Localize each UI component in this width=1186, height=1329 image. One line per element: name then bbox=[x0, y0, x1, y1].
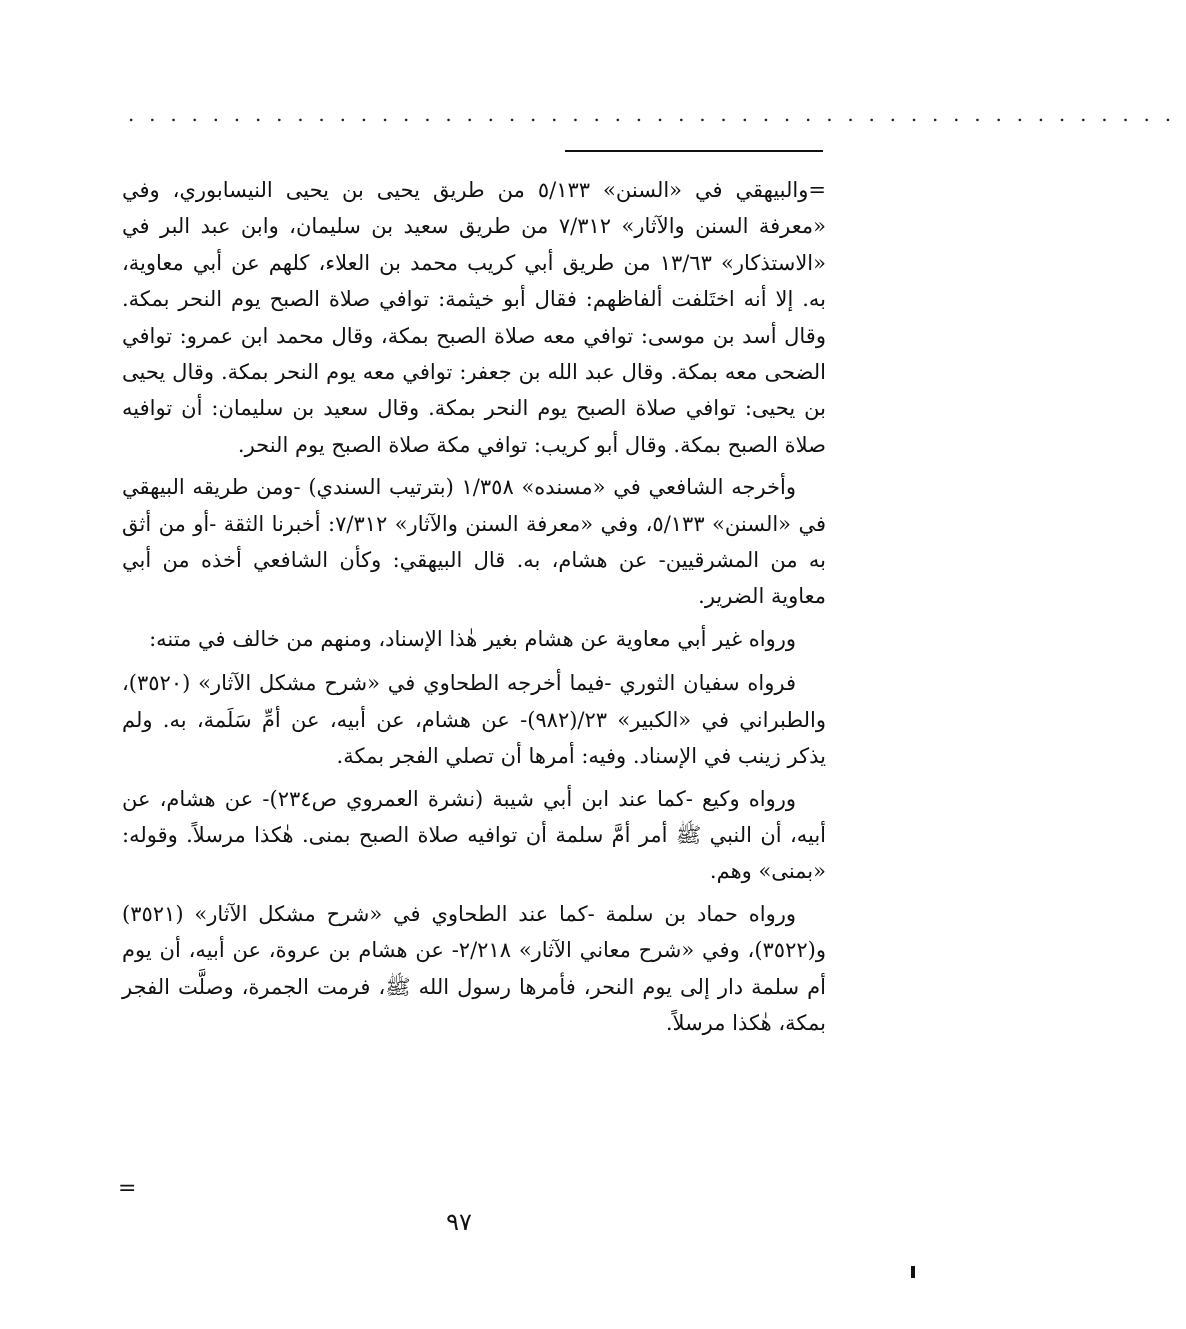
footnote-paragraph: =والبيهقي في «السنن» ٥/١٣٣ من طريق يحيى بن يحيى النيسابوري، وفي «معرفة السنن والآثار» ٧/٣١٢ من طريق سعيد بن سليمان، وابن عبد البر في «الاستذكار» ١٣/٦٣ من طريق أبي كريب محمد بن العلاء، كلهم عن أبي معاوية، به. إلا أنه اختَلفت ألفاظهم: فقال أبو خيثمة: توافي صلاة الصبح يوم النحر بمكة. وقال أسد بن موسى: توافي معه صلاة الصبح بمكة، وقال محمد ابن عمرو: توافي الضحى معه بمكة. وقال عبد الله بن جعفر: توافي معه يوم النحر بمكة. وقال يحيى بن يحيى: توافي صلاة الصبح يوم النحر بمكة. وقال سعيد بن سليمان: أن توافيه صلاة الصبح بمكة. وقال أبو كريب: توافي مكة صلاة الصبح يوم النحر. bbox=[122, 178, 826, 457]
footnotes-block bbox=[122, 172, 826, 1047]
footnote-paragraph: وأخرجه الشافعي في «مسنده» ١/٣٥٨ (بترتيب السندي) -ومن طريقه البيهقي في «السنن» ٥/١٣٣، وفي «معرفة السنن والآثار» ٧/٣١٢: أخبرنا الثقة -أو من أثق به من المشرقيين- عن هشام، به. قال البيهقي: وكأن الشافعي أخذه من أبي معاوية الضرير. bbox=[122, 475, 826, 609]
footnote-separator-dots: .................................................. bbox=[128, 102, 1186, 126]
scan-edge-mark bbox=[911, 1266, 915, 1278]
page-number: ٩٧ bbox=[446, 1208, 472, 1236]
footnote-paragraph: ورواه غير أبي معاوية عن هشام بغير هٰذا الإسناد، ومنهم من خالف في متنه: bbox=[149, 626, 796, 651]
footnote-paragraph: ورواه حماد بن سلمة -كما عند الطحاوي في «شرح مشكل الآثار» (٣٥٢١) و(٣٥٢٢)، وفي «شرح معاني الآثار» ٢/٢١٨- عن هشام بن عروة، عن أبيه، أن يوم أم سلمة دار إلى يوم النحر، فأمرها رسول الله ﷺ، فرمت الجمرة، وصلَّت الفجر بمكة، هٰكذا مرسلاً. bbox=[122, 901, 826, 1035]
footnote-paragraph: ورواه وكيع -كما عند ابن أبي شيبة (نشرة العمروي ص٢٣٤)- عن هشام، عن أبيه، أن النبي ﷺ أمر أمَّ سلمة أن توافيه صلاة الصبح بمنى. هٰكذا مرسلاً. وقوله: «بمنى» وهم. bbox=[122, 786, 826, 884]
footnote-separator-rule bbox=[565, 150, 823, 152]
continuation-mark: = bbox=[118, 1176, 137, 1201]
footnote-paragraph: فرواه سفيان الثوري -فيما أخرجه الطحاوي في «شرح مشكل الآثار» (٣٥٢٠)، والطبراني في «الكبير» ٢٣/(٩٨٢)- عن هشام، عن أبيه، عن أمِّ سَلَمة، به. ولم يذكر زينب في الإسناد. وفيه: أمرها أن تصلي الفجر بمكة. bbox=[122, 671, 826, 769]
